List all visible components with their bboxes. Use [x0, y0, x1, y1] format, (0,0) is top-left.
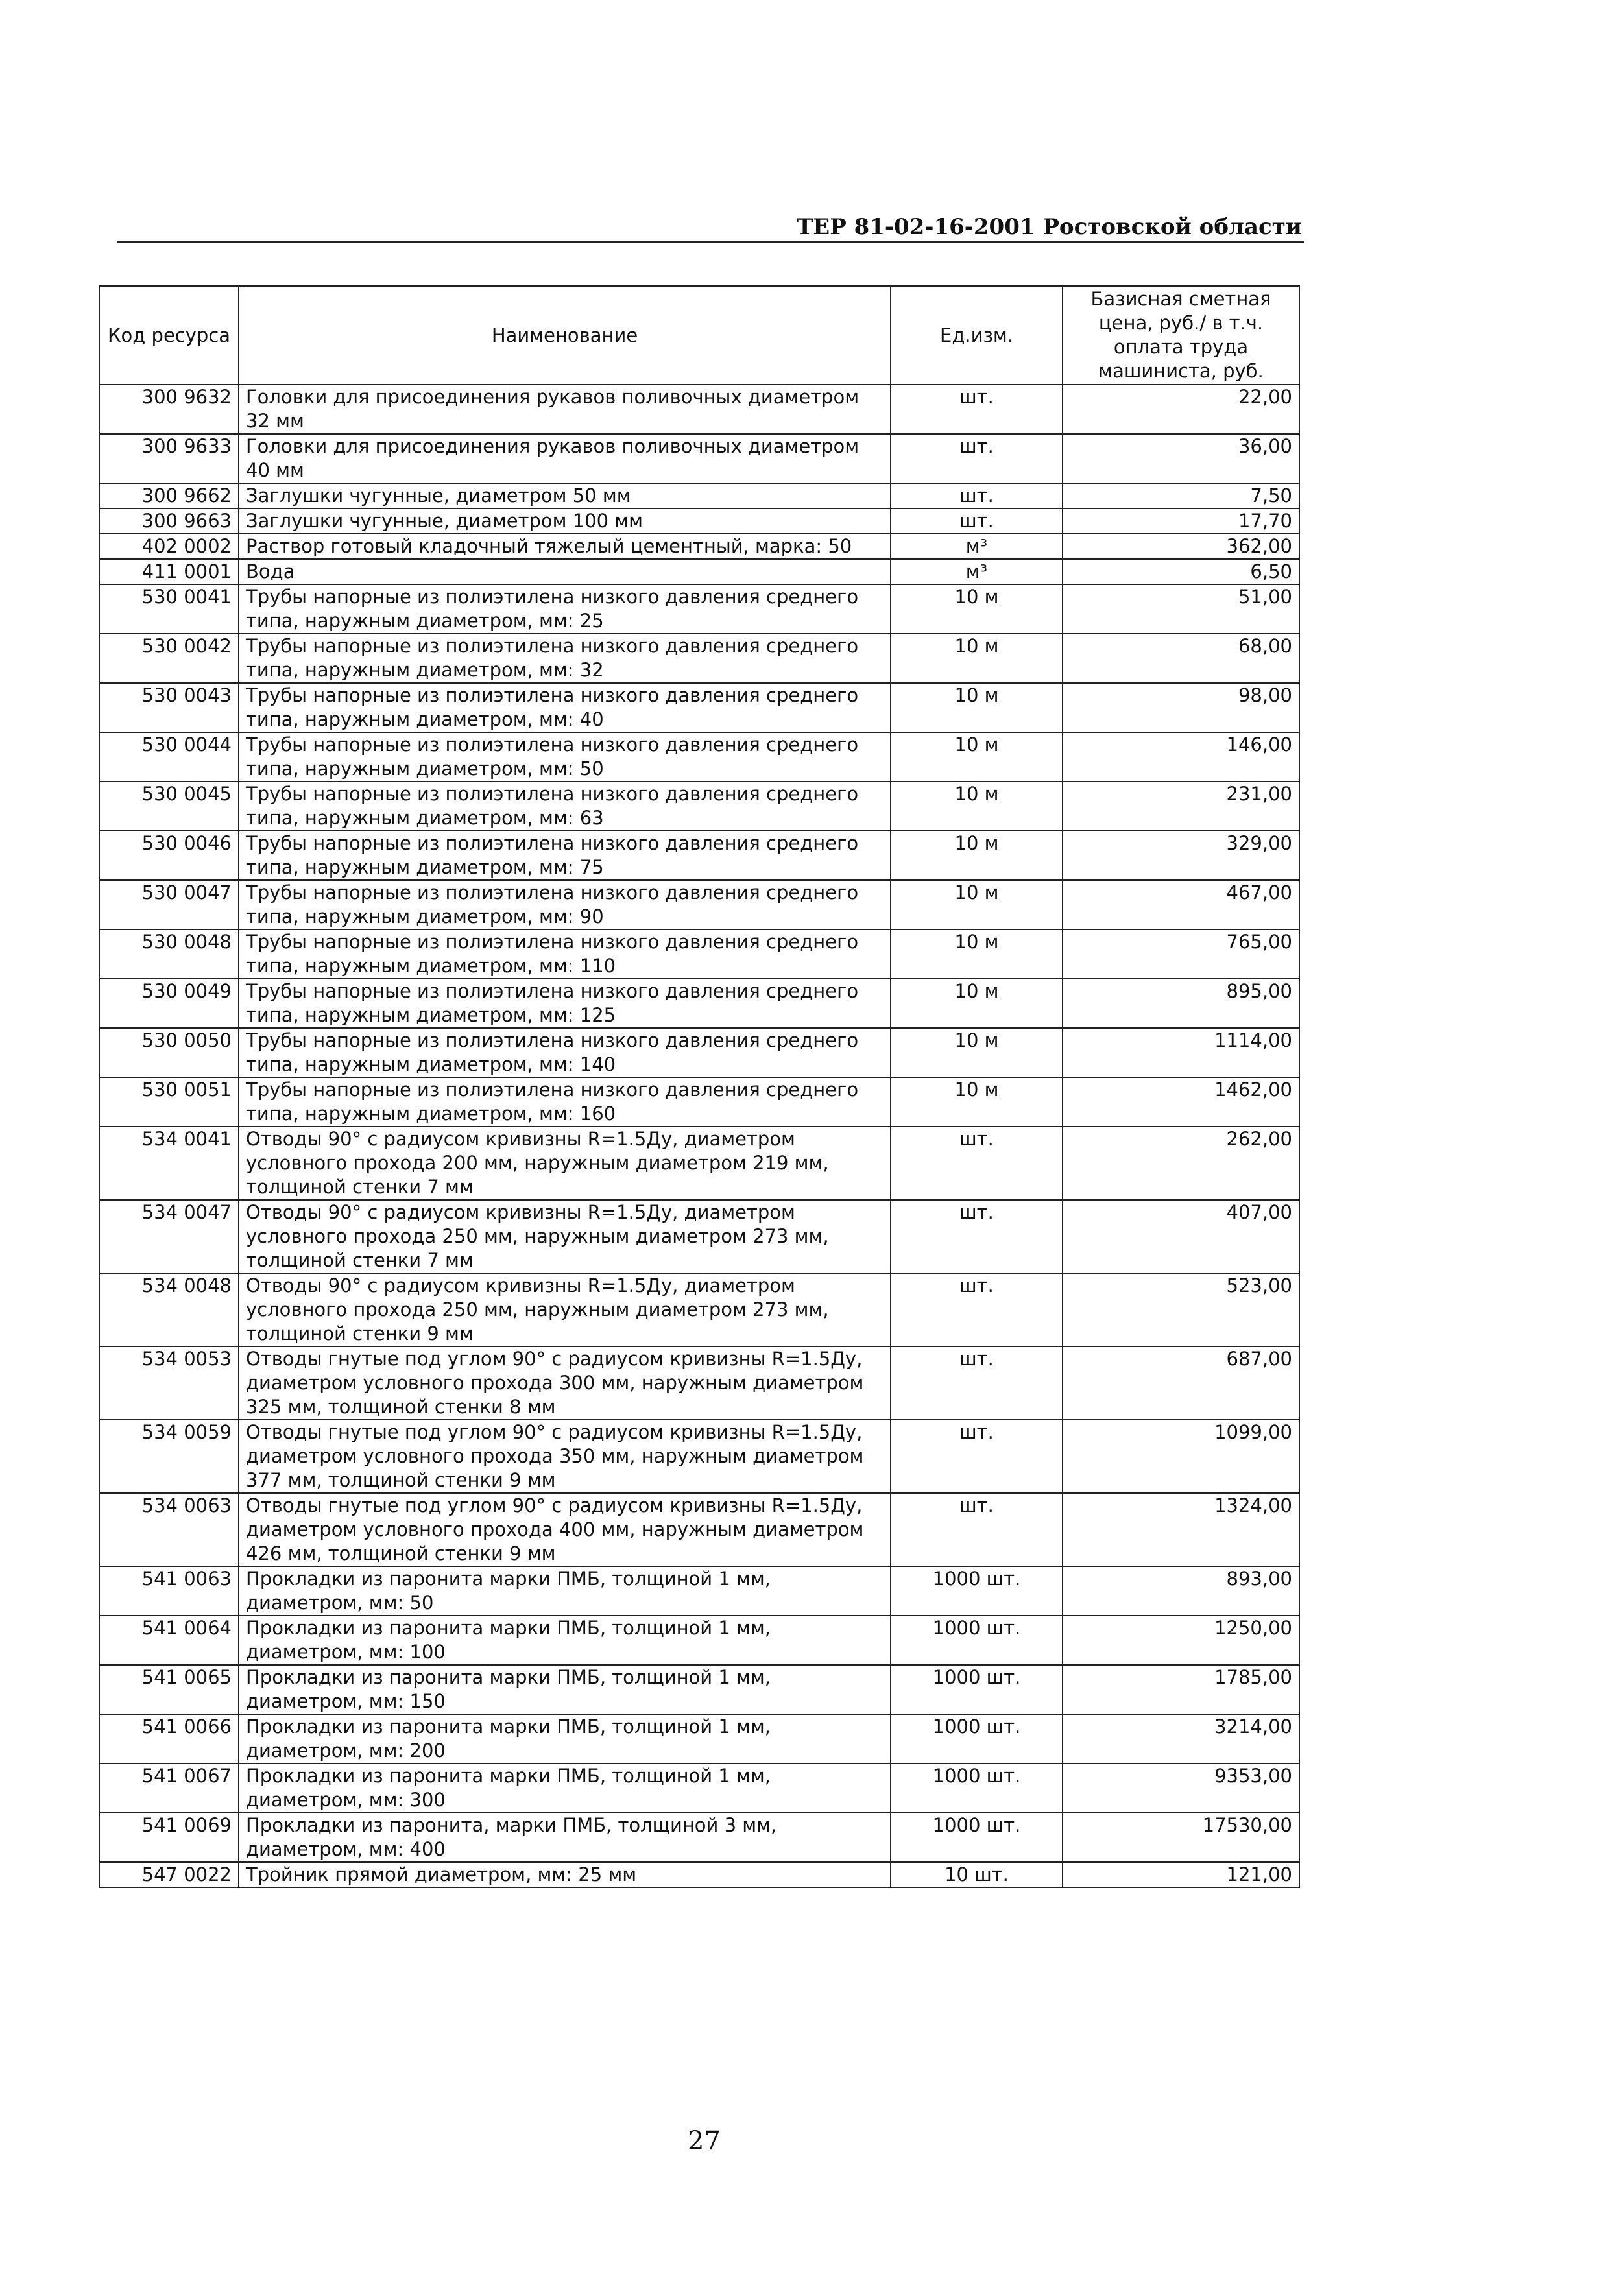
cell-unit: шт. — [891, 1273, 1063, 1346]
cell-code: 530 0043 — [99, 683, 239, 732]
table-row — [99, 559, 1299, 584]
cell-name: Трубы напорные из полиэтилена низкого давления среднего типа, наружным диаметром, мм: 75 — [239, 831, 891, 880]
cell-price: 7,50 — [1063, 483, 1299, 508]
cell-code: 530 0047 — [99, 880, 239, 929]
cell-code: 300 9633 — [99, 434, 239, 483]
cell-code: 534 0063 — [99, 1493, 239, 1566]
table-body — [99, 385, 1299, 1887]
cell-name: Прокладки из паронита марки ПМБ, толщиной 1 мм, диаметром, мм: 300 — [239, 1764, 891, 1813]
cell-name: Головки для присоединения рукавов поливочных диаметром 32 мм — [239, 385, 891, 434]
cell-price: 121,00 — [1063, 1862, 1299, 1887]
cell-unit: шт. — [891, 385, 1063, 434]
cell-price: 98,00 — [1063, 683, 1299, 732]
cell-name: Отводы гнутые под углом 90° с радиусом кривизны R=1.5Ду, диаметром условного прохода 300 мм, наружным диаметром 325 мм, толщиной стенки 8 мм — [239, 1346, 891, 1420]
cell-price: 1099,00 — [1063, 1420, 1299, 1493]
cell-name: Трубы напорные из полиэтилена низкого давления среднего типа, наружным диаметром, мм: 90 — [239, 880, 891, 929]
cell-code: 541 0065 — [99, 1665, 239, 1714]
cell-price: 3214,00 — [1063, 1714, 1299, 1764]
cell-unit: шт. — [891, 1346, 1063, 1420]
cell-code: 541 0064 — [99, 1616, 239, 1665]
cell-price: 687,00 — [1063, 1346, 1299, 1420]
table-row — [99, 1127, 1299, 1200]
cell-name: Трубы напорные из полиэтилена низкого давления среднего типа, наружным диаметром, мм: 125 — [239, 979, 891, 1028]
cell-price: 231,00 — [1063, 782, 1299, 831]
cell-unit: 10 м — [891, 634, 1063, 683]
cell-unit: 1000 шт. — [891, 1714, 1063, 1764]
table-row — [99, 1813, 1299, 1862]
cell-code: 541 0066 — [99, 1714, 239, 1764]
cell-price: 467,00 — [1063, 880, 1299, 929]
header-unit: Ед.изм. — [891, 286, 1063, 385]
cell-unit: 1000 шт. — [891, 1764, 1063, 1813]
cell-price: 36,00 — [1063, 434, 1299, 483]
cell-name: Прокладки из паронита марки ПМБ, толщиной 1 мм, диаметром, мм: 50 — [239, 1566, 891, 1616]
cell-name: Трубы напорные из полиэтилена низкого давления среднего типа, наружным диаметром, мм: 25 — [239, 584, 891, 634]
table-row — [99, 434, 1299, 483]
cell-name: Отводы 90° с радиусом кривизны R=1.5Ду, диаметром условного прохода 250 мм, наружным диаметром 273 мм, толщиной стенки 9 мм — [239, 1273, 891, 1346]
table-row — [99, 385, 1299, 434]
table-row — [99, 1493, 1299, 1566]
cell-unit: шт. — [891, 483, 1063, 508]
table-row — [99, 831, 1299, 880]
cell-name: Отводы гнутые под углом 90° с радиусом кривизны R=1.5Ду, диаметром условного прохода 400 мм, наружным диаметром 426 мм, толщиной стенки 9 мм — [239, 1493, 891, 1566]
page-number: 27 — [688, 2126, 721, 2156]
cell-price: 329,00 — [1063, 831, 1299, 880]
table-row — [99, 483, 1299, 508]
cell-name: Прокладки из паронита марки ПМБ, толщиной 1 мм, диаметром, мм: 100 — [239, 1616, 891, 1665]
cell-unit: м³ — [891, 559, 1063, 584]
cell-unit: 1000 шт. — [891, 1665, 1063, 1714]
table-row — [99, 1764, 1299, 1813]
cell-code: 534 0047 — [99, 1200, 239, 1273]
cell-unit: м³ — [891, 534, 1063, 559]
table-row — [99, 1665, 1299, 1714]
table-row — [99, 880, 1299, 929]
cell-unit: шт. — [891, 1493, 1063, 1566]
cell-price: 22,00 — [1063, 385, 1299, 434]
cell-code: 530 0051 — [99, 1077, 239, 1127]
cell-unit: 10 м — [891, 979, 1063, 1028]
header-rule — [117, 241, 1304, 243]
cell-price: 146,00 — [1063, 732, 1299, 782]
table-row — [99, 508, 1299, 534]
cell-unit: шт. — [891, 434, 1063, 483]
cell-price: 1324,00 — [1063, 1493, 1299, 1566]
cell-code: 300 9632 — [99, 385, 239, 434]
cell-name: Отводы гнутые под углом 90° с радиусом кривизны R=1.5Ду, диаметром условного прохода 350 мм, наружным диаметром 377 мм, толщиной стенки 9 мм — [239, 1420, 891, 1493]
cell-price: 893,00 — [1063, 1566, 1299, 1616]
table-row — [99, 1566, 1299, 1616]
cell-code: 530 0042 — [99, 634, 239, 683]
cell-code: 300 9663 — [99, 508, 239, 534]
cell-name: Заглушки чугунные, диаметром 100 мм — [239, 508, 891, 534]
cell-price: 895,00 — [1063, 979, 1299, 1028]
cell-name: Вода — [239, 559, 891, 584]
cell-name: Отводы 90° с радиусом кривизны R=1.5Ду, диаметром условного прохода 250 мм, наружным диаметром 273 мм, толщиной стенки 7 мм — [239, 1200, 891, 1273]
cell-name: Трубы напорные из полиэтилена низкого давления среднего типа, наружным диаметром, мм: 50 — [239, 732, 891, 782]
cell-name: Заглушки чугунные, диаметром 50 мм — [239, 483, 891, 508]
cell-name: Головки для присоединения рукавов поливочных диаметром 40 мм — [239, 434, 891, 483]
table-row — [99, 683, 1299, 732]
cell-name: Тройник прямой диаметром, мм: 25 мм — [239, 1862, 891, 1887]
cell-name: Трубы напорные из полиэтилена низкого давления среднего типа, наружным диаметром, мм: 32 — [239, 634, 891, 683]
cell-name: Трубы напорные из полиэтилена низкого давления среднего типа, наружным диаметром, мм: 40 — [239, 683, 891, 732]
cell-unit: 10 м — [891, 1028, 1063, 1077]
cell-price: 1785,00 — [1063, 1665, 1299, 1714]
cell-price: 523,00 — [1063, 1273, 1299, 1346]
cell-name: Раствор готовый кладочный тяжелый цементный, марка: 50 — [239, 534, 891, 559]
cell-code: 534 0048 — [99, 1273, 239, 1346]
cell-code: 534 0053 — [99, 1346, 239, 1420]
cell-unit: 10 м — [891, 880, 1063, 929]
cell-unit: шт. — [891, 508, 1063, 534]
cell-price: 362,00 — [1063, 534, 1299, 559]
cell-unit: 10 м — [891, 683, 1063, 732]
table-row — [99, 534, 1299, 559]
cell-code: 530 0048 — [99, 929, 239, 979]
cell-price: 9353,00 — [1063, 1764, 1299, 1813]
cell-price: 262,00 — [1063, 1127, 1299, 1200]
cell-price: 1114,00 — [1063, 1028, 1299, 1077]
cell-unit: шт. — [891, 1420, 1063, 1493]
cell-code: 530 0045 — [99, 782, 239, 831]
cell-name: Прокладки из паронита марки ПМБ, толщиной 1 мм, диаметром, мм: 200 — [239, 1714, 891, 1764]
table-row — [99, 929, 1299, 979]
table-row — [99, 1346, 1299, 1420]
cell-unit: 10 м — [891, 584, 1063, 634]
cell-code: 541 0069 — [99, 1813, 239, 1862]
table-row — [99, 634, 1299, 683]
cell-code: 547 0022 — [99, 1862, 239, 1887]
table-row — [99, 1714, 1299, 1764]
cell-name: Прокладки из паронита, марки ПМБ, толщиной 3 мм, диаметром, мм: 400 — [239, 1813, 891, 1862]
document-title: ТЕР 81-02-16-2001 Ростовской области — [796, 214, 1302, 240]
cell-price: 1250,00 — [1063, 1616, 1299, 1665]
cell-code: 300 9662 — [99, 483, 239, 508]
cell-name: Трубы напорные из полиэтилена низкого давления среднего типа, наружным диаметром, мм: 110 — [239, 929, 891, 979]
cell-unit: 10 м — [891, 929, 1063, 979]
table-header-row — [99, 286, 1299, 385]
table-row — [99, 1616, 1299, 1665]
cell-code: 530 0050 — [99, 1028, 239, 1077]
cell-code: 530 0046 — [99, 831, 239, 880]
cell-unit: 10 м — [891, 1077, 1063, 1127]
cell-code: 534 0059 — [99, 1420, 239, 1493]
cell-name: Трубы напорные из полиэтилена низкого давления среднего типа, наружным диаметром, мм: 160 — [239, 1077, 891, 1127]
cell-code: 530 0049 — [99, 979, 239, 1028]
cell-code: 534 0041 — [99, 1127, 239, 1200]
cell-price: 1462,00 — [1063, 1077, 1299, 1127]
cell-unit: 10 м — [891, 831, 1063, 880]
cell-name: Прокладки из паронита марки ПМБ, толщиной 1 мм, диаметром, мм: 150 — [239, 1665, 891, 1714]
cell-code: 411 0001 — [99, 559, 239, 584]
table-row — [99, 1420, 1299, 1493]
cell-unit: 10 м — [891, 782, 1063, 831]
table-row — [99, 1862, 1299, 1887]
cell-code: 541 0063 — [99, 1566, 239, 1616]
cell-name: Отводы 90° с радиусом кривизны R=1.5Ду, диаметром условного прохода 200 мм, наружным диаметром 219 мм, толщиной стенки 7 мм — [239, 1127, 891, 1200]
table-row — [99, 732, 1299, 782]
cell-unit: 1000 шт. — [891, 1813, 1063, 1862]
cell-code: 530 0041 — [99, 584, 239, 634]
header-code: Код ресурса — [99, 286, 239, 385]
cell-name: Трубы напорные из полиэтилена низкого давления среднего типа, наружным диаметром, мм: 140 — [239, 1028, 891, 1077]
resource-table — [99, 285, 1300, 1888]
cell-price: 6,50 — [1063, 559, 1299, 584]
cell-code: 541 0067 — [99, 1764, 239, 1813]
table-row — [99, 782, 1299, 831]
cell-price: 17,70 — [1063, 508, 1299, 534]
cell-price: 68,00 — [1063, 634, 1299, 683]
cell-unit: шт. — [891, 1127, 1063, 1200]
cell-name: Трубы напорные из полиэтилена низкого давления среднего типа, наружным диаметром, мм: 63 — [239, 782, 891, 831]
cell-unit: 1000 шт. — [891, 1616, 1063, 1665]
cell-price: 17530,00 — [1063, 1813, 1299, 1862]
header-price: Базисная сметная цена, руб./ в т.ч. оплата труда машиниста, руб. — [1063, 286, 1299, 385]
table-row — [99, 1200, 1299, 1273]
cell-price: 765,00 — [1063, 929, 1299, 979]
cell-code: 530 0044 — [99, 732, 239, 782]
cell-unit: 10 шт. — [891, 1862, 1063, 1887]
table-row — [99, 1077, 1299, 1127]
cell-code: 402 0002 — [99, 534, 239, 559]
cell-price: 407,00 — [1063, 1200, 1299, 1273]
table-row — [99, 1273, 1299, 1346]
table-row — [99, 584, 1299, 634]
header-name: Наименование — [239, 286, 891, 385]
cell-unit: 10 м — [891, 732, 1063, 782]
cell-unit: 1000 шт. — [891, 1566, 1063, 1616]
table-row — [99, 1028, 1299, 1077]
table-row — [99, 979, 1299, 1028]
cell-unit: шт. — [891, 1200, 1063, 1273]
cell-price: 51,00 — [1063, 584, 1299, 634]
